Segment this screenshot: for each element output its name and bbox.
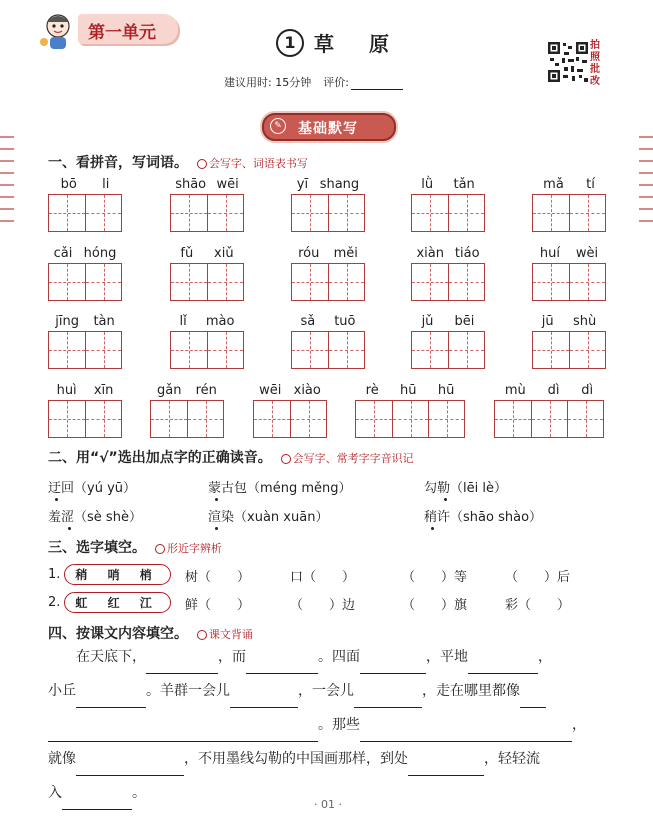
word-char: 勒 [437, 481, 451, 496]
char-box[interactable] [171, 195, 207, 231]
char-box[interactable] [412, 264, 448, 300]
pinyin [48, 313, 122, 331]
char-box[interactable] [292, 332, 328, 368]
pinyin-syllable: xiào [293, 383, 321, 398]
char-box[interactable] [412, 332, 448, 368]
answer-blank[interactable] [360, 659, 426, 674]
choice-row [48, 592, 187, 613]
word-char: 渲 [208, 510, 222, 525]
char-box[interactable] [533, 195, 569, 231]
passage-text: ， [538, 649, 552, 665]
fill-item[interactable]: 口（ ） [290, 570, 356, 585]
target-icon [197, 159, 207, 169]
tian-zi-grid [291, 331, 365, 369]
char-box[interactable] [49, 195, 85, 231]
word-item [291, 176, 365, 232]
section-badge-label: 基础默写 [298, 121, 358, 137]
pronunciation-item[interactable] [208, 506, 328, 525]
pinyin-syllable: wèi [575, 246, 599, 261]
passage-text: 。那些 [318, 717, 360, 733]
char-box[interactable] [569, 332, 605, 368]
pinyin-syllable: tí [586, 177, 595, 192]
pinyin-options[interactable]: （xuàn xuān） [234, 510, 329, 525]
dotted-word [424, 510, 450, 525]
char-box[interactable] [495, 401, 531, 437]
pinyin-syllable: hū [400, 383, 417, 398]
pinyin-syllable: xiàn [416, 246, 444, 261]
pinyin [170, 176, 244, 194]
dotted-word [424, 481, 450, 496]
qr-code-icon[interactable] [546, 40, 590, 84]
pinyin-syllable: gǎn [157, 383, 182, 398]
target-icon [281, 454, 291, 464]
word-char: 迂 [48, 481, 62, 496]
pinyin-syllable: hū [437, 383, 455, 398]
q2-title-text: 二、用“√”选出加点字的正确读音。 [48, 450, 272, 466]
char-box[interactable] [85, 401, 121, 437]
char-box[interactable] [569, 264, 605, 300]
passage-text: 入 [48, 785, 62, 801]
pinyin-syllable: shang [319, 177, 360, 192]
choice-options: 虹 红 江 [64, 592, 170, 613]
row-number: 2. [48, 595, 61, 610]
q3-tag [155, 542, 222, 555]
pinyin-options[interactable]: （sè shè） [74, 510, 142, 525]
char-box[interactable] [85, 195, 121, 231]
char-box[interactable] [171, 264, 207, 300]
word-item [411, 313, 485, 369]
q1-title [48, 152, 308, 172]
fill-item[interactable]: （ ）旗 [402, 598, 468, 613]
pinyin [532, 313, 606, 331]
passage-text: 。四面 [318, 649, 360, 665]
char-box[interactable] [85, 264, 121, 300]
pinyin [291, 245, 365, 263]
passage-line [48, 776, 146, 810]
passage-text: 。 [132, 785, 146, 801]
passage-text: ，轻轻流 [484, 751, 540, 767]
q1-tag-text: 会写字、词语表书写 [208, 157, 308, 170]
word-item [48, 382, 122, 438]
target-icon [155, 544, 165, 554]
word-item [355, 382, 465, 438]
pinyin [532, 176, 606, 194]
char-box[interactable] [567, 401, 603, 437]
char-box[interactable] [533, 264, 569, 300]
tian-zi-grid [532, 263, 606, 301]
passage-text: 。羊群一会儿 [146, 683, 230, 699]
answer-blank[interactable] [48, 727, 318, 742]
q1-tag [197, 157, 308, 170]
pinyin-syllable: róu [298, 246, 320, 261]
char-box[interactable] [533, 332, 569, 368]
answer-blank[interactable] [468, 659, 538, 674]
char-box[interactable] [207, 195, 243, 231]
char-box[interactable] [49, 264, 85, 300]
lesson-heading [276, 28, 403, 57]
word-item [170, 313, 244, 369]
tian-zi-grid [411, 331, 485, 369]
pinyin-syllable: bō [60, 177, 77, 192]
char-box[interactable] [569, 195, 605, 231]
pinyin [170, 245, 244, 263]
pinyin-syllable: shāo [175, 177, 207, 192]
dotted-word [48, 510, 74, 525]
lesson-title: 草 原 [314, 32, 403, 56]
char-box[interactable] [356, 401, 392, 437]
fill-item[interactable]: （ ）后 [505, 570, 571, 585]
pronunciation-item[interactable] [424, 506, 542, 525]
fill-item[interactable]: 树（ ） [185, 570, 251, 585]
word-item [291, 313, 365, 369]
tian-zi-grid [48, 263, 122, 301]
word-item [48, 245, 122, 301]
char-box[interactable] [448, 264, 484, 300]
target-icon [197, 630, 207, 640]
pinyin-options[interactable]: （yú yū） [74, 481, 137, 496]
unit-label: 第一单元 [88, 23, 156, 43]
char-box[interactable] [448, 195, 484, 231]
word-item [150, 382, 224, 438]
word-char: 蒙 [208, 481, 222, 496]
pinyin-syllable: mào [205, 314, 235, 329]
meta-row [224, 74, 403, 90]
pinyin [48, 382, 122, 400]
dotted-word [48, 481, 74, 496]
pinyin [532, 245, 606, 263]
answer-blank[interactable] [146, 659, 218, 674]
section-badge [262, 113, 396, 141]
char-box[interactable] [328, 332, 364, 368]
word-char: 勾 [424, 481, 438, 496]
pinyin-syllable: sǎ [300, 314, 316, 329]
choice-row [48, 564, 187, 585]
tian-zi-grid [150, 400, 224, 438]
row-number: 1. [48, 567, 61, 582]
q2-title [48, 447, 414, 467]
evaluation-label: 评价: [323, 76, 349, 89]
pinyin [411, 245, 485, 263]
word-item [532, 313, 606, 369]
right-margin-ticks [639, 136, 653, 232]
pinyin-options[interactable]: （shāo shào） [450, 510, 543, 525]
answer-blank[interactable] [408, 761, 484, 776]
word-item [291, 245, 365, 301]
answer-blank[interactable] [354, 693, 422, 708]
q3-tag-text: 形近字辨析 [166, 542, 222, 555]
char-box[interactable] [328, 195, 364, 231]
q4-tag-text: 课文背诵 [208, 628, 253, 641]
pinyin-syllable: huí [539, 246, 560, 261]
passage-line [48, 708, 586, 742]
tian-zi-grid [170, 263, 244, 301]
char-box[interactable] [392, 401, 428, 437]
q1-title-text: 一、看拼音，写词语。 [48, 155, 188, 171]
evaluation-blank[interactable] [351, 78, 403, 90]
fill-item[interactable]: （ ）边 [290, 598, 356, 613]
pinyin-syllable: mǎ [543, 177, 564, 192]
q3-title [48, 537, 222, 557]
word-item [532, 245, 606, 301]
pinyin-syllable: tǎn [453, 177, 475, 192]
pinyin [291, 176, 365, 194]
word-char: 羞 [48, 510, 62, 525]
tian-zi-grid [532, 331, 606, 369]
pinyin [170, 313, 244, 331]
pinyin-syllable: dì [581, 383, 594, 398]
pinyin [411, 313, 485, 331]
q4-title-text: 四、按课文内容填空。 [48, 626, 188, 642]
pronunciation-item[interactable] [424, 477, 507, 496]
word-item [494, 382, 604, 438]
pinyin-options[interactable]: （méng měng） [247, 481, 352, 496]
word-char: 稍 [424, 510, 438, 525]
choice-options: 稍 哨 梢 [64, 564, 170, 585]
pinyin-syllable: shù [573, 314, 597, 329]
char-box[interactable] [254, 401, 290, 437]
pinyin-syllable: xiǔ [214, 246, 234, 261]
passage-text: ， [572, 717, 586, 733]
dotted-word [208, 481, 247, 496]
left-margin-ticks [0, 136, 14, 232]
mascot-icon [36, 8, 82, 54]
passage-line [48, 674, 546, 708]
pinyin-syllable: dì [547, 383, 560, 398]
qr-label: 拍照批改 [590, 40, 600, 87]
tian-zi-grid [494, 400, 604, 438]
pinyin-syllable: xīn [93, 383, 114, 398]
word-char: 涩 [61, 510, 75, 525]
pinyin-syllable: yī [296, 177, 309, 192]
char-box[interactable] [428, 401, 464, 437]
pinyin [253, 382, 327, 400]
pinyin-syllable: jīng [55, 314, 79, 329]
pinyin-syllable: jū [541, 314, 554, 329]
pinyin-syllable: lǐ [179, 314, 187, 329]
passage-text: ，一会儿 [298, 683, 354, 699]
q3-title-text: 三、选字填空。 [48, 540, 146, 556]
answer-blank[interactable] [230, 693, 298, 708]
word-char: 回 [61, 481, 75, 496]
tian-zi-grid [411, 263, 485, 301]
passage-line [48, 742, 540, 776]
pencil-icon: ✎ [270, 118, 286, 134]
char-box[interactable] [207, 264, 243, 300]
passage-text: ，平地 [426, 649, 468, 665]
pinyin-syllable: tiáo [454, 246, 480, 261]
answer-blank[interactable] [76, 761, 184, 776]
pinyin-syllable: jǔ [421, 314, 434, 329]
passage-text: ，不用墨线勾勒的中国画那样，到处 [184, 751, 408, 767]
passage-text: 小丘 [48, 683, 76, 699]
tian-zi-grid [48, 400, 122, 438]
pinyin-syllable: bēi [454, 314, 475, 329]
pinyin [291, 313, 365, 331]
pinyin [150, 382, 224, 400]
suggested-time: 建议用时: 15分钟 [224, 76, 312, 89]
tian-zi-grid [48, 194, 122, 232]
char-box[interactable] [49, 332, 85, 368]
q2-tag-text: 会写字、常考字字音识记 [292, 452, 414, 465]
char-box[interactable] [49, 401, 85, 437]
tian-zi-grid [411, 194, 485, 232]
passage-text: 在天底下， [76, 649, 146, 665]
answer-blank[interactable] [246, 659, 318, 674]
char-box[interactable] [290, 401, 326, 437]
tian-zi-grid [170, 331, 244, 369]
unit-banner [78, 14, 178, 44]
pinyin-syllable: fǔ [180, 246, 194, 261]
tian-zi-grid [48, 331, 122, 369]
word-item [532, 176, 606, 232]
pronunciation-item[interactable] [48, 477, 136, 496]
char-box[interactable] [85, 332, 121, 368]
word-char: 染 [221, 510, 235, 525]
passage-line [76, 640, 552, 674]
pinyin [355, 382, 465, 400]
word-item [48, 313, 122, 369]
answer-blank[interactable] [76, 693, 146, 708]
pinyin [494, 382, 604, 400]
fill-item[interactable]: 鲜（ ） [185, 598, 251, 613]
passage-text: ，而 [218, 649, 246, 665]
word-item [253, 382, 327, 438]
word-item [170, 245, 244, 301]
dotted-word [208, 510, 234, 525]
tian-zi-grid [532, 194, 606, 232]
pinyin-syllable: mù [504, 383, 526, 398]
char-box[interactable] [412, 195, 448, 231]
tian-zi-grid [291, 263, 365, 301]
char-box[interactable] [151, 401, 187, 437]
char-box[interactable] [531, 401, 567, 437]
tian-zi-grid [291, 194, 365, 232]
pinyin-syllable: wēi [216, 177, 239, 192]
pinyin [48, 245, 122, 263]
word-char: 包 [234, 481, 248, 496]
pinyin-syllable: rén [195, 383, 217, 398]
page-number: · 01 · [314, 798, 342, 811]
pinyin-syllable: rè [365, 383, 379, 398]
fill-item[interactable]: （ ）等 [402, 570, 468, 585]
tian-zi-grid [355, 400, 465, 438]
char-box[interactable] [292, 264, 328, 300]
char-box[interactable] [187, 401, 223, 437]
word-item [411, 176, 485, 232]
char-box[interactable] [171, 332, 207, 368]
pinyin-syllable: tuō [334, 314, 356, 329]
word-char: 许 [437, 510, 451, 525]
pronunciation-item[interactable] [48, 506, 142, 525]
char-box[interactable] [448, 332, 484, 368]
passage-text: ，走在哪里都像 [422, 683, 520, 699]
q2-tag [281, 452, 414, 465]
tian-zi-grid [253, 400, 327, 438]
answer-blank[interactable] [520, 693, 546, 708]
pinyin [411, 176, 485, 194]
pinyin-syllable: lǜ [421, 177, 434, 192]
word-char: 古 [221, 481, 235, 496]
pinyin-syllable: měi [333, 246, 358, 261]
char-box[interactable] [292, 195, 328, 231]
pinyin-syllable: wēi [259, 383, 282, 398]
char-box[interactable] [207, 332, 243, 368]
lesson-number: 1 [276, 29, 304, 57]
pinyin-syllable: li [102, 177, 110, 192]
pinyin-syllable: huì [56, 383, 77, 398]
word-item [48, 176, 122, 232]
pinyin-syllable: hóng [83, 246, 117, 261]
pronunciation-item[interactable] [208, 477, 352, 496]
word-item [411, 245, 485, 301]
passage-text: 就像 [48, 751, 76, 767]
pinyin-syllable: tàn [93, 314, 115, 329]
word-item [170, 176, 244, 232]
char-box[interactable] [328, 264, 364, 300]
answer-blank[interactable] [62, 795, 132, 810]
answer-blank[interactable] [360, 727, 572, 742]
tian-zi-grid [170, 194, 244, 232]
pinyin-syllable: cǎi [53, 246, 73, 261]
pinyin [48, 176, 122, 194]
fill-item[interactable]: 彩（ ） [505, 598, 571, 613]
pinyin-options[interactable]: （lēi lè） [450, 481, 507, 496]
